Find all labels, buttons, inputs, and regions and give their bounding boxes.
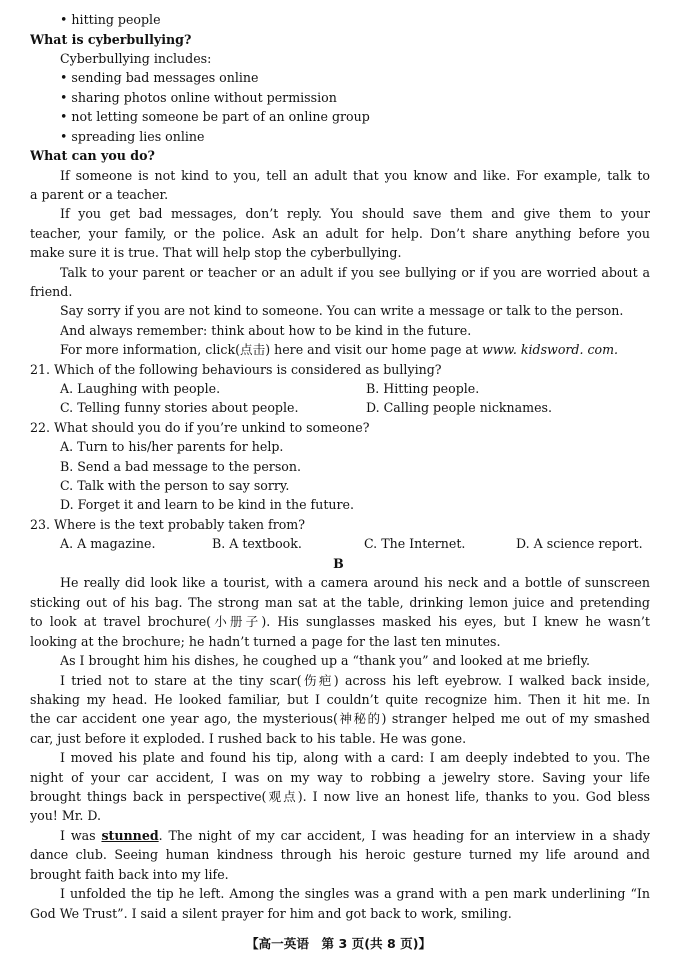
paragraph-line: make sure it is true. That will help stop the cyberbullying. (30, 245, 402, 260)
story-line: night of your car accident, I was on my way to robbing a jewelry store. Saving your life (30, 770, 650, 785)
question-22-stem: 22. What should you do if you’re unkind to someone? (30, 420, 370, 435)
paragraph-line: friend. (30, 284, 73, 299)
info-line (60, 340, 650, 359)
q22-option-c: C. Talk with the person to say sorry. (60, 478, 290, 493)
cyber-bullet: • sending bad messages online (60, 70, 259, 85)
cyber-bullet: • not letting someone be part of an online group (60, 109, 370, 124)
story-line: brought faith back into my life. (30, 867, 229, 882)
cyber-bullet: • spreading lies online (60, 129, 205, 144)
question-23-stem: 23. Where is the text probably taken from? (30, 517, 305, 532)
q23-option-a: A. A magazine. (60, 536, 156, 551)
heading-cyberbullying: What is cyberbullying? (30, 32, 192, 47)
q22-option-d: D. Forget it and learn to be kind in the future. (60, 497, 354, 512)
paragraph-line: Say sorry if you are not kind to someone. You can write a message or talk to the person. (60, 303, 624, 318)
story-line: looking at the brochure; he hadn’t turned a page for the last ten minutes. (30, 634, 501, 649)
story-line: you! Mr. D. (30, 808, 102, 823)
q23-option-d: D. A science report. (516, 536, 643, 551)
cyber-intro: Cyberbullying includes: (60, 51, 212, 66)
q23-option-b: B. A textbook. (212, 536, 302, 551)
heading-what-can-you-do: What can you do? (30, 148, 155, 163)
stunned-word: stunned (101, 828, 159, 843)
page-footer: 【高一英语 第 3 页(共 8 页)】 (245, 936, 432, 951)
story-line: I unfolded the tip he left. Among the singles was a grand with a pen mark underlining “In (60, 886, 650, 901)
q21-option-b: B. Hitting people. (366, 381, 480, 396)
story-line: I tried not to stare at the tiny scar(伤疤) across his left eyebrow. I walked back inside, (60, 673, 650, 688)
paragraph-line: If you get bad messages, don’t reply. You should save them and give them to your (60, 206, 650, 221)
question-21-stem: 21. Which of the following behaviours is considered as bullying? (30, 362, 442, 377)
stunned-suffix: . The night of my car accident, I was heading for an interview in a shady (158, 828, 650, 843)
q23-option-c: C. The Internet. (364, 536, 466, 551)
story-line: shaking my head. He looked familiar, but I couldn’t quite recognize him. Then it hit me. In (30, 692, 650, 707)
story-line: brought things back in perspective(观点). I now live an honest life, thanks to you. God bless (30, 789, 650, 804)
story-line: dance club. Seeing human kindness through his heroic gesture turned my life around and (30, 847, 650, 862)
paragraph-line: Talk to your parent or teacher or an adult if you see bullying or if you are worried about a (60, 265, 650, 280)
story-line: I moved his plate and found his tip, along with a card: I am deeply indebted to you. The (60, 750, 650, 765)
bullet-hitting-people: • hitting people (60, 12, 161, 27)
stunned-line (60, 826, 650, 845)
q22-option-a: A. Turn to his/her parents for help. (60, 439, 284, 454)
q21-option-d: D. Calling people nicknames. (366, 400, 553, 415)
story-line: sticking out of his bag. The strong man sat at the table, drinking lemon juice and pretending (30, 595, 650, 610)
story-line: to look at travel brochure(小册子). His sunglasses masked his eyes, but I knew he wasn’t (30, 614, 650, 629)
cyber-bullet: • sharing photos online without permission (60, 90, 337, 105)
story-line: the car accident one year ago, the mysterious(神秘的) stranger helped me out of my smashed (30, 711, 650, 726)
story-line: As I brought him his dishes, he coughed up a “thank you” and looked at me briefly. (60, 653, 591, 668)
q21-option-c: C. Telling funny stories about people. (60, 400, 299, 415)
info-prefix: For more information, click(点击) here and visit our home page at (60, 342, 482, 357)
story-line: God We Trust”. I said a silent prayer for him and got back to work, smiling. (30, 906, 512, 921)
story-line: He really did look like a tourist, with a camera around his neck and a bottle of sunscreen (60, 575, 650, 590)
q21-option-a: A. Laughing with people. (60, 381, 221, 396)
paragraph-line: If someone is not kind to you, tell an adult that you know and like. For example, talk to (60, 168, 650, 183)
story-line: car, just before it exploded. I rushed back to his table. He was gone. (30, 731, 467, 746)
paragraph-line: teacher, your family, or the police. Ask an adult for help. Don’t share anything before you (30, 226, 650, 241)
paragraph-line: a parent or a teacher. (30, 187, 169, 202)
website-link[interactable]: www. kidsword. com. (482, 342, 619, 357)
paragraph-line: And always remember: think about how to be kind in the future. (60, 323, 472, 338)
q22-option-b: B. Send a bad message to the person. (60, 459, 301, 474)
stunned-prefix: I was (60, 828, 102, 843)
section-b-heading: B (333, 556, 344, 571)
